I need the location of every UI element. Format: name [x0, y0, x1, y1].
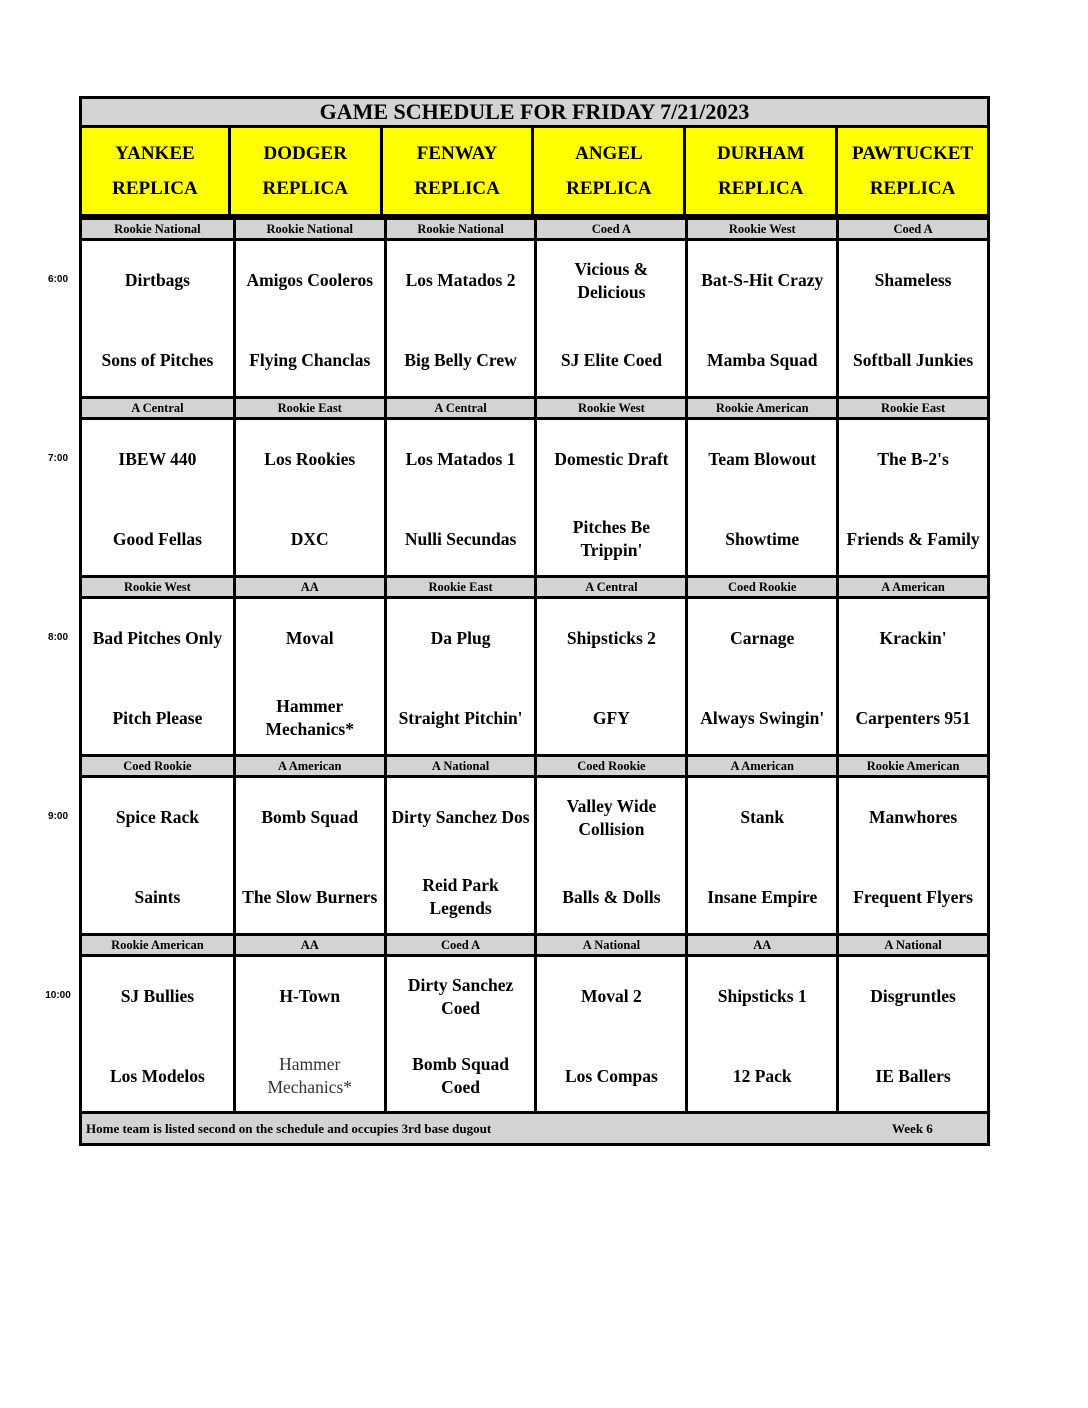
- division-row: [79, 217, 990, 241]
- division-label: Rookie East: [836, 399, 987, 417]
- home-team: Reid Park Legends: [422, 875, 499, 919]
- home-team: Nulli Secundas: [404, 528, 517, 549]
- game-cell: [82, 241, 233, 400]
- away-team: Los Matados 2: [405, 270, 516, 291]
- field-header-row: [79, 125, 990, 217]
- away-team: Dirtbags: [124, 270, 190, 291]
- home-team: Mamba Squad: [707, 349, 818, 370]
- game-cell: [685, 420, 836, 579]
- division-label: Rookie National: [384, 220, 535, 238]
- home-team: Flying Chanclas: [249, 349, 371, 370]
- home-team: Straight Pitchin': [398, 707, 523, 728]
- away-team: Krackin': [879, 628, 947, 649]
- home-team: SJ Elite Coed: [560, 349, 662, 370]
- game-cell: [233, 599, 384, 758]
- division-label: A National: [534, 936, 685, 954]
- field-name: YANKEE: [115, 143, 195, 164]
- time-label: 10:00: [45, 990, 71, 1001]
- time-slot-block: [79, 575, 990, 758]
- game-row: [79, 420, 990, 579]
- game-cell: [384, 241, 535, 400]
- game-row: [79, 778, 990, 937]
- away-team: Domestic Draft: [554, 449, 669, 470]
- away-team: Valley Wide Collision: [566, 795, 657, 839]
- game-row: [79, 241, 990, 400]
- home-team: Big Belly Crew: [404, 349, 517, 370]
- division-label: A Central: [534, 578, 685, 596]
- game-cell: [82, 420, 233, 579]
- home-team: Bomb Squad Coed: [412, 1054, 509, 1098]
- time-slot-block: [79, 933, 990, 1116]
- home-team: IE Ballers: [875, 1065, 951, 1086]
- away-team: Stank: [740, 807, 785, 828]
- home-team: Pitch Please: [112, 707, 203, 728]
- home-team: The Slow Burners: [242, 886, 378, 907]
- game-cell: [836, 420, 987, 579]
- away-team: Shipsticks 1: [717, 986, 807, 1007]
- game-cell: [685, 599, 836, 758]
- away-team: Moval: [285, 628, 334, 649]
- division-label: A Central: [384, 399, 535, 417]
- division-row: [79, 933, 990, 957]
- home-team: Los Compas: [564, 1065, 658, 1086]
- game-cell: [836, 778, 987, 937]
- field-name: PAWTUCKET: [852, 143, 974, 164]
- field-header: [79, 125, 231, 217]
- time-label: 7:00: [47, 453, 68, 464]
- game-cell: [534, 778, 685, 937]
- division-label: Coed Rookie: [534, 757, 685, 775]
- away-team: Disgruntles: [870, 986, 956, 1007]
- home-team: Good Fellas: [112, 528, 202, 549]
- division-label: Rookie National: [233, 220, 384, 238]
- game-cell: [836, 241, 987, 400]
- division-label: A National: [384, 757, 535, 775]
- game-cell: [534, 241, 685, 400]
- away-team: Bad Pitches Only: [92, 628, 223, 649]
- division-label: Rookie American: [685, 399, 836, 417]
- home-team: Sons of Pitches: [101, 349, 214, 370]
- division-label: Rookie American: [111, 937, 204, 952]
- division-label: Rookie East: [384, 578, 535, 596]
- division-label: AA: [685, 936, 836, 954]
- division-label: Rookie National: [114, 221, 201, 236]
- home-team: Showtime: [725, 528, 800, 549]
- division-label: AA: [233, 578, 384, 596]
- division-row: [79, 575, 990, 599]
- time-label: 9:00: [47, 811, 68, 822]
- away-team: Shipsticks 2: [566, 628, 656, 649]
- away-team: Bat-S-Hit Crazy: [701, 270, 824, 291]
- game-row: [79, 599, 990, 758]
- home-team: 12 Pack: [732, 1065, 792, 1086]
- division-label: Rookie West: [534, 399, 685, 417]
- division-label: A American: [685, 757, 836, 775]
- game-cell: [233, 420, 384, 579]
- time-slot-block: [79, 396, 990, 579]
- field-name: DODGER: [263, 143, 347, 164]
- away-team: Spice Rack: [115, 807, 199, 828]
- home-team: Carpenters 951: [855, 707, 971, 728]
- home-team: Frequent Flyers: [853, 886, 973, 907]
- game-cell: [233, 778, 384, 937]
- home-team: Friends & Family: [846, 528, 980, 549]
- field-subtitle: REPLICA: [414, 178, 500, 199]
- schedule-title: GAME SCHEDULE FOR FRIDAY 7/21/2023: [79, 96, 990, 128]
- division-label: Coed A: [384, 936, 535, 954]
- field-name: DURHAM: [716, 143, 805, 164]
- game-cell: [836, 599, 987, 758]
- game-cell: [685, 778, 836, 937]
- schedule-footer: [79, 1111, 990, 1146]
- away-team: Dirty Sanchez Coed: [407, 974, 514, 1018]
- division-label: Coed Rookie: [685, 578, 836, 596]
- away-team: Los Matados 1: [405, 449, 516, 470]
- away-team: Team Blowout: [708, 449, 817, 470]
- home-team: Saints: [134, 886, 181, 907]
- division-label: Coed A: [534, 220, 685, 238]
- home-team: Balls & Dolls: [562, 886, 661, 907]
- game-cell: [384, 599, 535, 758]
- away-team: The B-2's: [877, 449, 949, 470]
- away-team: Da Plug: [430, 628, 491, 649]
- game-cell: [534, 420, 685, 579]
- division-row: [79, 754, 990, 778]
- game-cell: [534, 599, 685, 758]
- away-team: H-Town: [279, 986, 341, 1007]
- division-row: [79, 396, 990, 420]
- division-label: Coed Rookie: [123, 758, 192, 773]
- time-slot-block: [79, 217, 990, 400]
- home-team: Always Swingin': [700, 707, 825, 728]
- home-team: Softball Junkies: [853, 349, 974, 370]
- away-team: Dirty Sanchez Dos: [391, 807, 530, 828]
- time-label: 8:00: [47, 632, 68, 643]
- game-row: [79, 957, 990, 1116]
- home-team: Los Modelos: [110, 1065, 205, 1086]
- division-label: Rookie West: [685, 220, 836, 238]
- field-header: [835, 125, 990, 217]
- away-team: Bomb Squad: [261, 807, 359, 828]
- away-team: Amigos Cooleros: [246, 270, 374, 291]
- footer-note: Home team is listed second on the schedule and occupies 3rd base dugout: [86, 1121, 492, 1136]
- division-label: Rookie West: [124, 579, 191, 594]
- away-team: Los Rookies: [264, 449, 356, 470]
- game-cell: [685, 957, 836, 1116]
- field-header: [531, 125, 686, 217]
- away-team: Vicious & Delicious: [574, 258, 649, 302]
- field-subtitle: REPLICA: [566, 178, 652, 199]
- division-label: Rookie American: [836, 757, 987, 775]
- home-team: GFY: [592, 707, 630, 728]
- field-name: FENWAY: [416, 143, 498, 164]
- division-label: AA: [233, 936, 384, 954]
- field-header: [228, 125, 383, 217]
- game-cell: [685, 241, 836, 400]
- field-subtitle: REPLICA: [112, 178, 198, 199]
- away-team: Carnage: [730, 628, 795, 649]
- division-label: A American: [233, 757, 384, 775]
- away-team: Moval 2: [581, 986, 642, 1007]
- away-team: IBEW 440: [118, 449, 197, 470]
- game-cell: [82, 957, 233, 1116]
- division-label: Coed A: [836, 220, 987, 238]
- field-subtitle: REPLICA: [869, 178, 956, 199]
- division-label: A American: [836, 578, 987, 596]
- field-header: [683, 125, 838, 217]
- away-team: Shameless: [874, 270, 952, 291]
- game-cell: [384, 778, 535, 937]
- division-label: Rookie East: [233, 399, 384, 417]
- field-subtitle: REPLICA: [717, 178, 804, 199]
- time-slot-block: [79, 754, 990, 937]
- game-cell: [534, 957, 685, 1116]
- game-cell: [82, 599, 233, 758]
- home-team: Pitches Be Trippin': [572, 517, 651, 561]
- division-label: A Central: [131, 400, 184, 415]
- game-cell: [384, 957, 535, 1116]
- week-label: Week 6: [892, 1121, 933, 1136]
- home-team: Insane Empire: [707, 886, 818, 907]
- game-cell: [82, 778, 233, 937]
- game-cell: [233, 957, 384, 1116]
- home-team: Hammer Mechanics*: [267, 1054, 353, 1098]
- away-team: Manwhores: [868, 807, 958, 828]
- game-cell: [836, 957, 987, 1116]
- home-team: Hammer Mechanics*: [265, 696, 354, 740]
- division-label: A National: [836, 936, 987, 954]
- field-header: [380, 125, 535, 217]
- away-team: SJ Bullies: [120, 986, 195, 1007]
- field-subtitle: REPLICA: [262, 178, 348, 199]
- game-cell: [384, 420, 535, 579]
- home-team: DXC: [290, 528, 329, 549]
- field-name: ANGEL: [575, 143, 643, 164]
- game-cell: [233, 241, 384, 400]
- time-label: 6:00: [47, 274, 68, 285]
